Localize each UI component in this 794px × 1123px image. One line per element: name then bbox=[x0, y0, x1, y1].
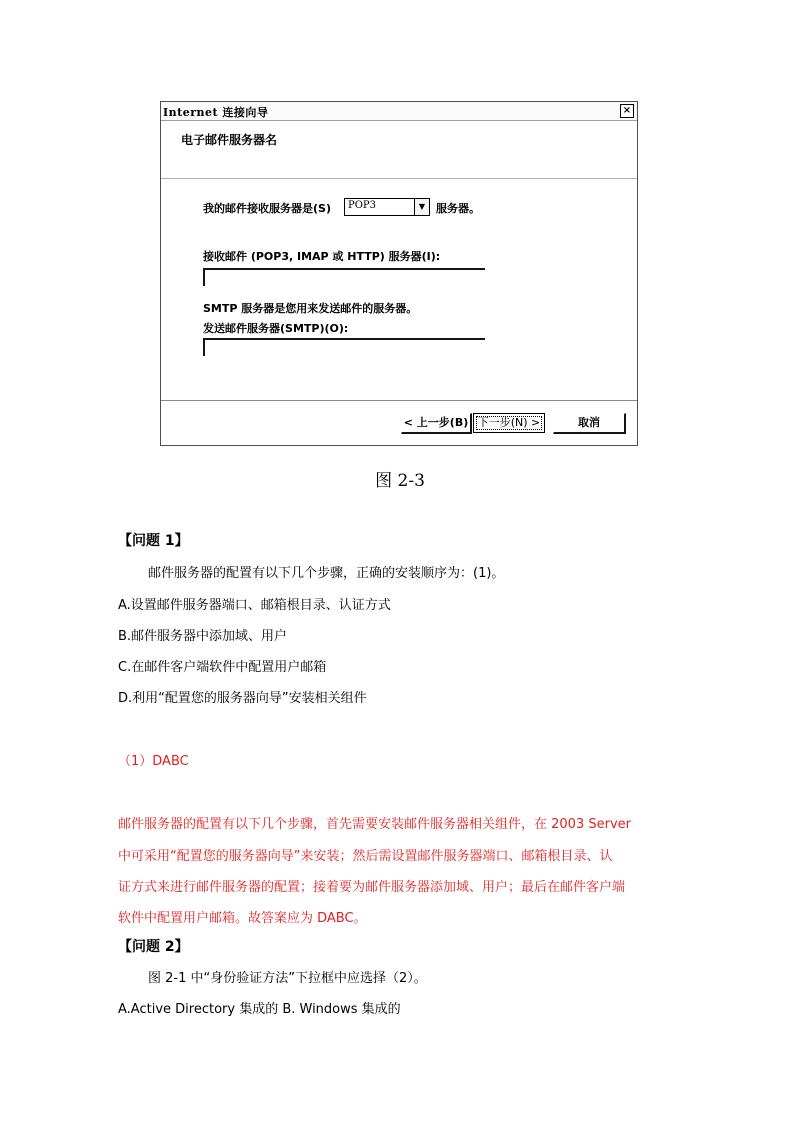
dialog-title: Internet 连接向导 bbox=[163, 106, 269, 119]
incoming-server-label: 接收邮件 (POP3, IMAP 或 HTTP) 服务器(I): bbox=[203, 250, 441, 263]
question-1-option-a: A.设置邮件服务器端口、邮箱根目录、认证方式 bbox=[118, 598, 391, 613]
explanation-line: 中可采用“配置您的服务器向导”来安装；然后需设置邮件服务器端口、邮箱根目录、认 bbox=[118, 849, 613, 864]
incoming-type-label: 我的邮件接收服务器是(S) bbox=[203, 202, 331, 215]
outgoing-server-field bbox=[203, 338, 485, 356]
dialog-subtitle: 电子邮件服务器名 bbox=[181, 133, 278, 147]
dialog-divider bbox=[161, 400, 637, 401]
incoming-type-suffix: 服务器。 bbox=[436, 202, 480, 215]
dialog-header bbox=[161, 121, 637, 179]
chevron-down-icon: ▼ bbox=[414, 199, 429, 215]
smtp-note: SMTP 服务器是您用来发送邮件的服务器。 bbox=[203, 302, 418, 315]
incoming-server-field bbox=[203, 268, 485, 286]
question-1-option-d: D.利用“配置您的服务器向导”安装相关组件 bbox=[118, 691, 367, 706]
explanation-line: 邮件服务器的配置有以下几个步骤，首先需要安装邮件服务器相关组件，在 2003 Server bbox=[118, 817, 631, 832]
dialog-titlebar bbox=[161, 102, 637, 121]
figure-caption: 图 2-3 bbox=[375, 471, 425, 491]
incoming-type-select bbox=[344, 198, 430, 216]
question-1-answer: （1）DABC bbox=[118, 754, 189, 769]
outgoing-server-label: 发送邮件服务器(SMTP)(O): bbox=[203, 322, 349, 335]
next-button: 下一步(N) > bbox=[473, 413, 545, 433]
question-2-options: A.Active Directory 集成的 B. Windows 集成的 bbox=[118, 1002, 401, 1017]
question-1-option-c: C.在邮件客户端软件中配置用户邮箱 bbox=[118, 660, 327, 675]
question-2-prompt: 图 2-1 中“身份验证方法”下拉框中应选择（2）。 bbox=[148, 971, 427, 986]
cancel-button: 取消 bbox=[553, 413, 626, 434]
dialog-figure bbox=[160, 101, 638, 446]
question-2-heading: 【问题 2】 bbox=[118, 939, 189, 955]
question-1-option-b: B.邮件服务器中添加域、用户 bbox=[118, 629, 288, 644]
question-1-heading: 【问题 1】 bbox=[118, 533, 189, 549]
incoming-type-value: POP3 bbox=[348, 200, 377, 211]
back-button: < 上一步(B) bbox=[401, 413, 472, 434]
explanation-line: 软件中配置用户邮箱。故答案应为 DABC。 bbox=[118, 911, 367, 926]
close-icon: × bbox=[620, 104, 634, 118]
explanation-line: 证方式来进行邮件服务器的配置；接着要为邮件服务器添加域、用户；最后在邮件客户端 bbox=[118, 880, 626, 895]
question-1-prompt: 邮件服务器的配置有以下几个步骤，正确的安装顺序为：(1)。 bbox=[148, 566, 505, 581]
